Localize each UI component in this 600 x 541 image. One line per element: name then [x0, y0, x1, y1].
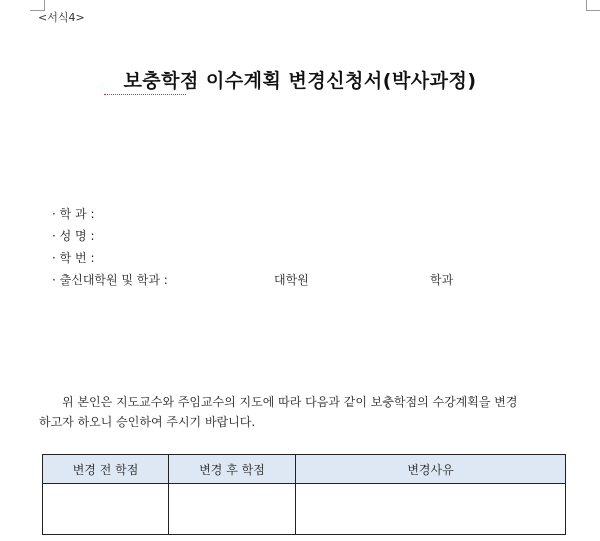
field-department: · 학 과 : — [52, 207, 95, 221]
document-title — [0, 66, 600, 93]
cell-change-reason[interactable] — [296, 484, 566, 535]
request-statement — [39, 392, 572, 432]
header-before-credits: 변경 전 학점 — [43, 455, 169, 484]
table-row — [43, 484, 566, 535]
credit-change-table — [42, 454, 566, 535]
field-student-id: · 학 번 : — [52, 251, 95, 265]
spellcheck-underline — [104, 91, 186, 95]
table-header-row — [43, 455, 566, 484]
statement-line-2: 하고자 하오니 승인하여 주시기 바랍니다. — [39, 415, 256, 429]
header-change-reason: 변경사유 — [296, 455, 566, 484]
form-number-label: <서식4> — [38, 11, 85, 24]
graduate-school-suffix: 대학원 — [274, 273, 309, 287]
department-suffix: 학과 — [430, 273, 454, 287]
cell-before-credits[interactable] — [43, 484, 169, 535]
cell-after-credits[interactable] — [169, 484, 296, 535]
field-previous-graduate-school: · 출신대학원 및 학과 : — [52, 273, 168, 287]
page-margin-corner-right — [586, 0, 600, 11]
header-after-credits: 변경 후 학점 — [169, 455, 296, 484]
statement-line-1: 위 본인은 지도교수와 주임교수의 지도에 따라 다음과 같이 보충학점의 수강계획을 변경 — [62, 395, 518, 409]
document-title-text[interactable]: 보충학점 이수계획 변경신청서(박사과정) — [123, 70, 477, 92]
field-name: · 성 명 : — [52, 229, 95, 243]
